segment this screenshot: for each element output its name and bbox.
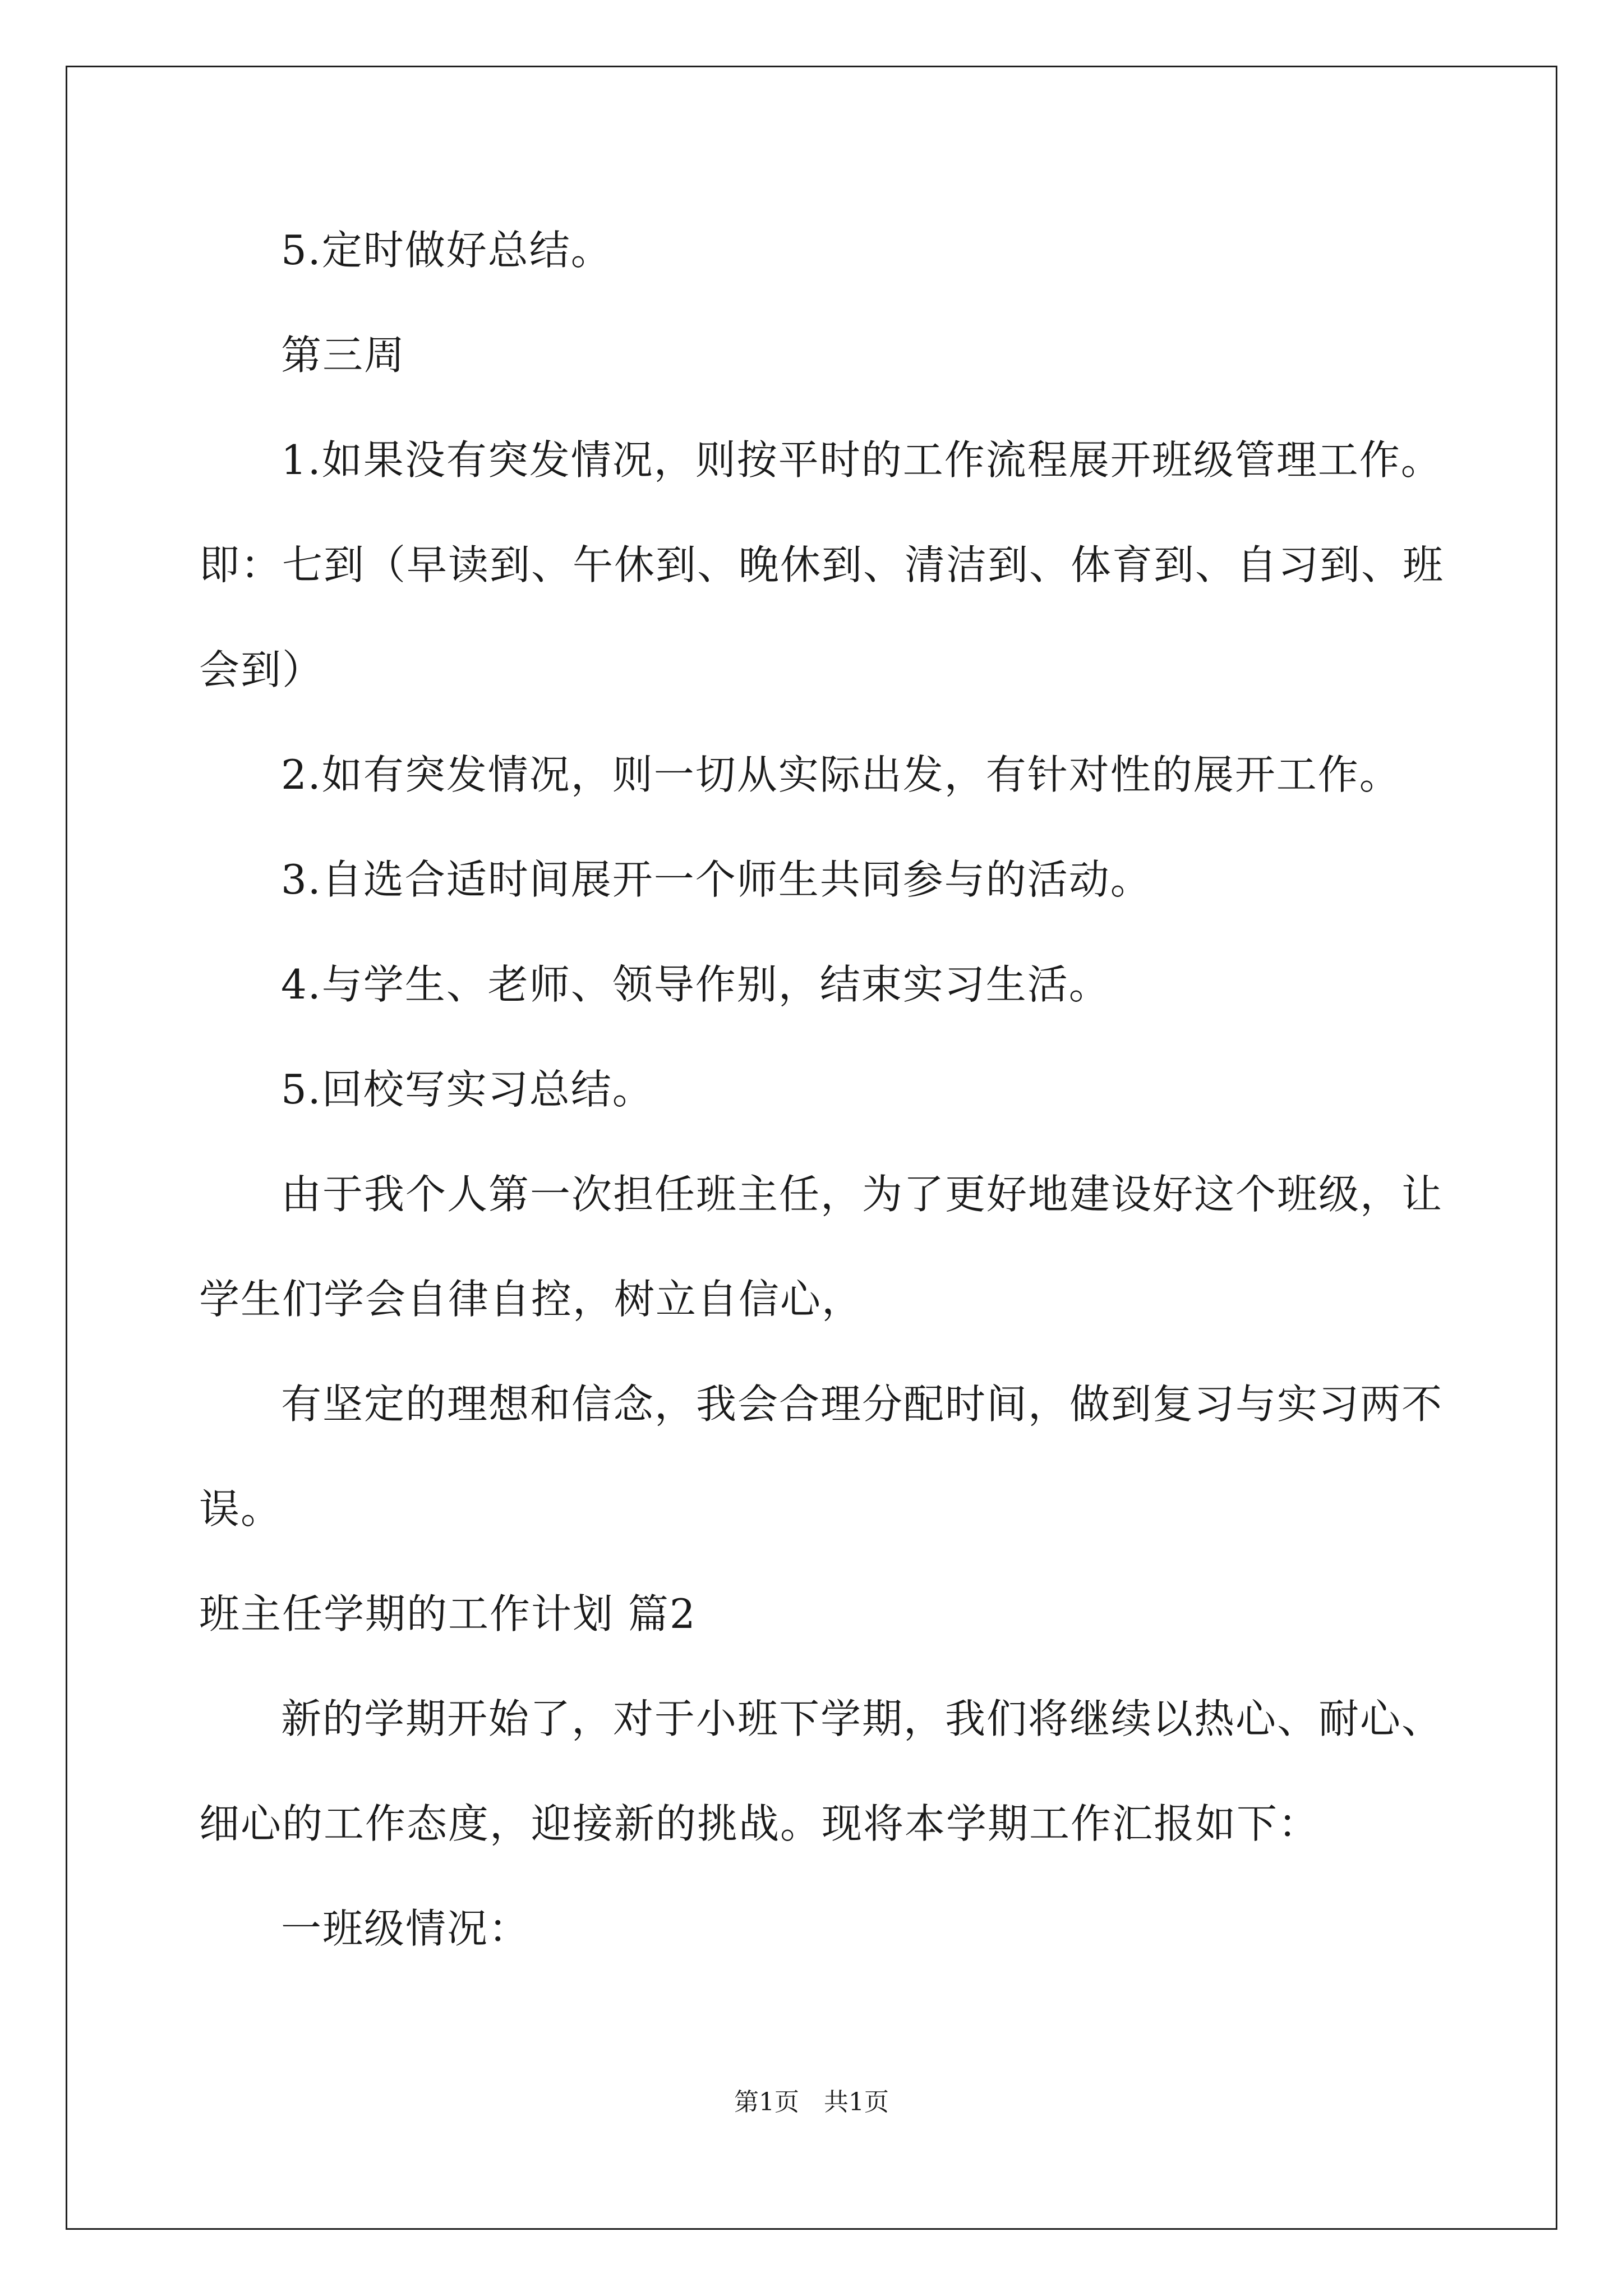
section-heading-week3: 第三周 [281, 332, 406, 379]
paragraph-line: 5.回校写实习总结。 [281, 1066, 654, 1113]
page-number-footer: 第1页 共1页 [734, 2088, 889, 2116]
paragraph-line: 一班级情况： [281, 1905, 531, 1952]
section-title: 班主任学期的工作计划 篇2 [199, 1590, 697, 1637]
paragraph-line: 误。 [199, 1485, 283, 1533]
paragraph-line: 4.与学生、老师、领导作别，结束实习生活。 [281, 961, 1110, 1008]
paragraph-line: 学生们学会自律自控，树立自信心， [199, 1276, 864, 1323]
paragraph-line: 由于我个人第一次担任班主任，为了更好地建设好这个班级，让 [281, 1171, 1444, 1218]
paragraph-line: 即：七到（早读到、午休到、晚休到、清洁到、体育到、自习到、班 [199, 541, 1445, 588]
paragraph-line: 有坚定的理想和信念，我会合理分配时间，做到复习与实习两不 [281, 1381, 1444, 1428]
paragraph-line: 新的学期开始了，对于小班下学期，我们将继续以热心、耐心、 [281, 1695, 1444, 1742]
paragraph-line: 2.如有突发情况，则一切从实际出发，有针对性的展开工作。 [281, 751, 1401, 798]
paragraph-line: 会到） [199, 646, 324, 693]
paragraph-line: 细心的工作态度，迎接新的挑战。现将本学期工作汇报如下： [199, 1800, 1320, 1847]
paragraph-line: 5.定时做好总结。 [281, 227, 612, 274]
paragraph-line: 1.如果没有突发情况，则按平时的工作流程展开班级管理工作。 [281, 436, 1442, 484]
paragraph-line: 3.自选合适时间展开一个师生共同参与的活动。 [281, 856, 1152, 903]
